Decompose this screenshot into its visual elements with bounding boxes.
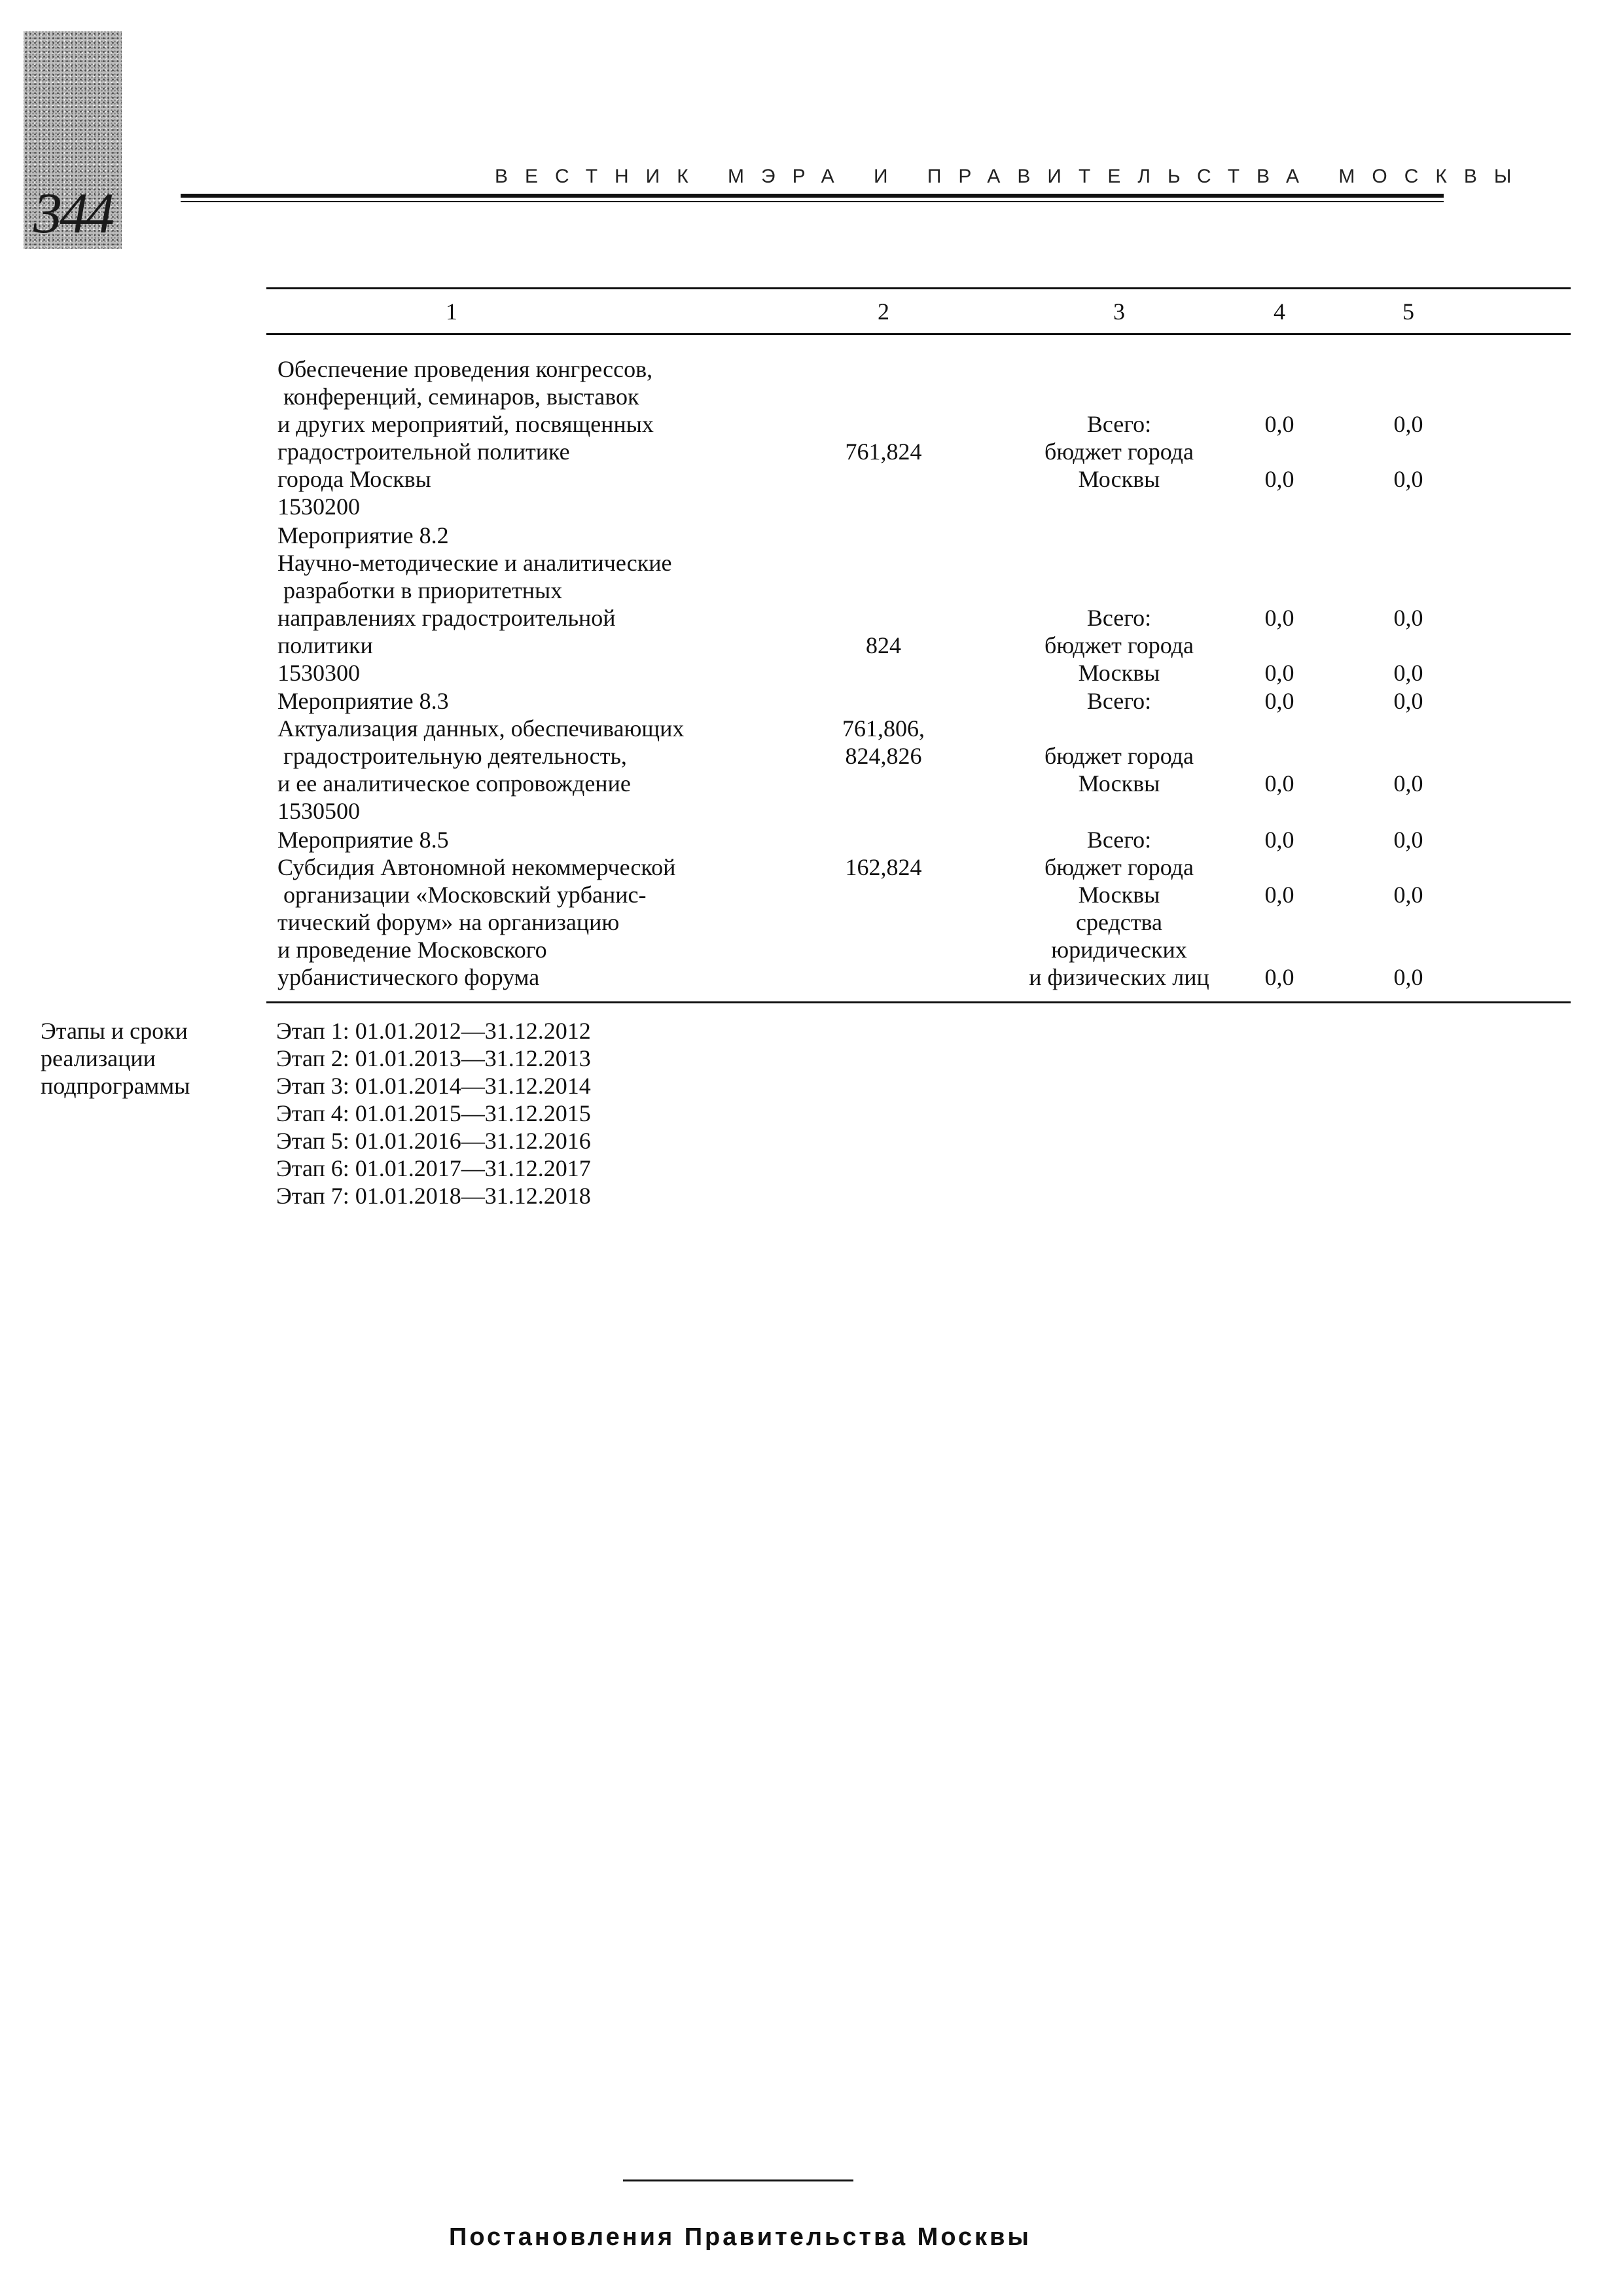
table-cell-col-2-row-3: 761,806, <box>842 715 925 742</box>
stages-label-line: реализации <box>41 1045 156 1071</box>
table-cell-col-3-row-2: Всего: <box>1086 605 1152 631</box>
table-cell-col-2-row-4: 162,824 <box>845 854 922 880</box>
table-header-rule <box>266 333 1571 335</box>
stages-label-line: подпрограммы <box>41 1073 190 1099</box>
table-cell-col-3-row-4: юридических <box>1051 937 1187 963</box>
table-cell-col-1-row-3: градостроительную деятельность, <box>277 743 627 769</box>
footer-title: Постановления Правительства Москвы <box>449 2223 1031 2251</box>
table-cell-col-4-row-2: 0,0 <box>1264 605 1294 631</box>
table-cell-col-1-row-4: тический форум» на организацию <box>277 909 620 935</box>
stage-item: Этап 5: 01.01.2016—31.12.2016 <box>276 1128 591 1154</box>
table-cell-col-3-row-4: Всего: <box>1086 827 1152 853</box>
stages-label <box>41 1017 190 1100</box>
header-rule-thin <box>181 201 1444 202</box>
table-cell-col-4-row-3: 0,0 <box>1264 688 1294 714</box>
page-number-badge <box>24 31 122 249</box>
table-cell-col-3-row-1: бюджет города <box>1044 439 1194 465</box>
column-header-3: 3 <box>1113 298 1125 325</box>
table-cell-col-5-row-2: 0,0 <box>1393 605 1423 631</box>
table-cell-col-1-row-1: и других мероприятий, посвященных <box>277 411 654 437</box>
column-header-2: 2 <box>878 298 889 325</box>
table-cell-col-3-row-1: Всего: <box>1086 411 1152 437</box>
stage-item: Этап 1: 01.01.2012—31.12.2012 <box>276 1018 591 1044</box>
table-cell-col-1-row-3: Мероприятие 8.3 <box>277 688 449 714</box>
footer-rule <box>623 2179 853 2181</box>
table-cell-col-3-row-4: Москвы <box>1078 882 1160 908</box>
table-cell-col-1-row-3: и ее аналитическое сопровождение <box>277 770 631 797</box>
table-cell-col-1-row-1: города Москвы <box>277 466 431 492</box>
table-cell-col-3-row-3: бюджет города <box>1044 743 1194 769</box>
page-number: 344 <box>33 182 112 245</box>
table-cell-col-2-row-2: 824 <box>866 632 901 658</box>
stages-label-line: Этапы и сроки <box>41 1018 188 1044</box>
table-cell-col-1-row-4: Субсидия Автономной некоммерческой <box>277 854 676 880</box>
table-cell-col-4-row-1: 0,0 <box>1264 411 1294 437</box>
table-cell-col-1-row-3: Актуализация данных, обеспечивающих <box>277 715 685 742</box>
stage-item: Этап 6: 01.01.2017—31.12.2017 <box>276 1155 591 1181</box>
table-cell-col-1-row-1: Обеспечение проведения конгрессов, <box>277 356 653 382</box>
table-cell-col-1-row-4: урбанистического форума <box>277 964 540 990</box>
table-cell-col-1-row-4: организации «Московский урбанис- <box>277 882 647 908</box>
stage-item: Этап 7: 01.01.2018—31.12.2018 <box>276 1183 591 1209</box>
table-cell-col-3-row-4: и физических лиц <box>1029 964 1209 990</box>
table-cell-col-3-row-4: бюджет города <box>1044 854 1194 880</box>
table-cell-col-4-row-4: 0,0 <box>1264 882 1294 908</box>
column-header-5: 5 <box>1402 298 1414 325</box>
stage-item: Этап 2: 01.01.2013—31.12.2013 <box>276 1045 591 1071</box>
table-cell-col-5-row-4: 0,0 <box>1393 964 1423 990</box>
table-cell-col-1-row-3: 1530500 <box>277 798 360 824</box>
table-top-rule <box>266 287 1571 289</box>
column-header-4: 4 <box>1274 298 1285 325</box>
table-cell-col-5-row-4: 0,0 <box>1393 827 1423 853</box>
table-cell-col-4-row-3: 0,0 <box>1264 770 1294 797</box>
table-cell-col-1-row-4: Мероприятие 8.5 <box>277 827 449 853</box>
table-cell-col-2-row-1: 761,824 <box>845 439 922 465</box>
table-cell-col-1-row-2: Научно-методические и аналитические <box>277 550 672 576</box>
table-cell-col-5-row-3: 0,0 <box>1393 770 1423 797</box>
table-cell-col-5-row-2: 0,0 <box>1393 660 1423 686</box>
stage-item: Этап 4: 01.01.2015—31.12.2015 <box>276 1100 591 1126</box>
table-cell-col-3-row-1: Москвы <box>1078 466 1160 492</box>
table-cell-col-1-row-4: и проведение Московского <box>277 937 547 963</box>
table-cell-col-1-row-1: градостроительной политике <box>277 439 570 465</box>
table-cell-col-5-row-4: 0,0 <box>1393 882 1423 908</box>
table-cell-col-5-row-3: 0,0 <box>1393 688 1423 714</box>
table-cell-col-4-row-4: 0,0 <box>1264 964 1294 990</box>
table-cell-col-1-row-2: разработки в приоритетных <box>277 577 563 603</box>
table-cell-col-3-row-3: Москвы <box>1078 770 1160 797</box>
journal-title: ВЕСТНИК МЭРА И ПРАВИТЕЛЬСТВА МОСКВЫ <box>495 166 1529 187</box>
table-cell-col-1-row-2: направлениях градостроительной <box>277 605 616 631</box>
header-rule <box>181 194 1444 198</box>
table-cell-col-1-row-2: политики <box>277 632 373 658</box>
table-cell-col-3-row-2: Москвы <box>1078 660 1160 686</box>
table-cell-col-3-row-4: средства <box>1075 909 1162 935</box>
table-cell-col-4-row-1: 0,0 <box>1264 466 1294 492</box>
table-cell-col-4-row-2: 0,0 <box>1264 660 1294 686</box>
stage-item: Этап 3: 01.01.2014—31.12.2014 <box>276 1073 591 1099</box>
table-cell-col-5-row-1: 0,0 <box>1393 466 1423 492</box>
stages-list <box>276 1017 591 1210</box>
table-cell-col-1-row-1: конференций, семинаров, выставок <box>277 384 639 410</box>
table-cell-col-5-row-1: 0,0 <box>1393 411 1423 437</box>
table-cell-col-4-row-4: 0,0 <box>1264 827 1294 853</box>
table-cell-col-1-row-1: 1530200 <box>277 493 360 520</box>
table-cell-col-1-row-2: 1530300 <box>277 660 360 686</box>
table-cell-col-1-row-2: Мероприятие 8.2 <box>277 522 449 548</box>
table-cell-col-3-row-3: Всего: <box>1086 688 1152 714</box>
table-cell-col-3-row-2: бюджет города <box>1044 632 1194 658</box>
column-header-1: 1 <box>446 298 457 325</box>
table-bottom-rule <box>266 1001 1571 1003</box>
table-cell-col-2-row-3: 824,826 <box>845 743 922 769</box>
